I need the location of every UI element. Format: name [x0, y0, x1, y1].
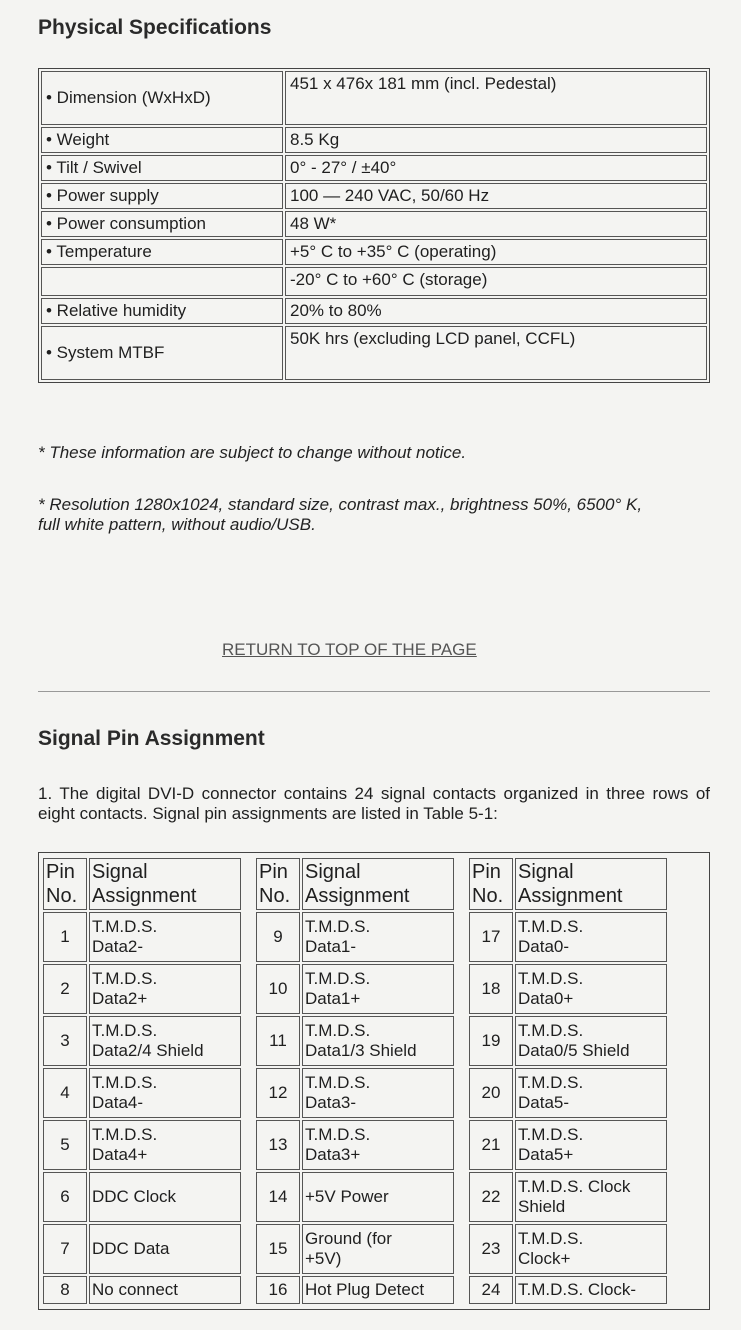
signal-header-l2: Assignment — [305, 885, 410, 907]
pin-row — [256, 1224, 454, 1274]
signal-name — [302, 1172, 454, 1222]
signal-assignment-header — [89, 858, 241, 910]
spec-value: 20% to 80% — [285, 298, 707, 324]
spec-label: • Relative humidity — [41, 298, 283, 324]
spec-label: • Tilt / Swivel — [41, 155, 283, 181]
pin-number: 5 — [43, 1120, 87, 1170]
signal-name — [89, 964, 241, 1014]
signal-line1: T.M.D.S. — [92, 1125, 158, 1144]
pin-row — [43, 1172, 241, 1222]
pin-number: 2 — [43, 964, 87, 1014]
pin-number: 4 — [43, 1068, 87, 1118]
spec-value: 0° - 27° / ±40° — [285, 155, 707, 181]
section-divider — [38, 691, 710, 692]
signal-line2: Data4- — [92, 1093, 144, 1112]
pin-number: 6 — [43, 1172, 87, 1222]
pin-row — [469, 1172, 667, 1222]
pin-number: 14 — [256, 1172, 300, 1222]
pin-row — [43, 1276, 241, 1304]
signal-header-l1: Signal — [305, 861, 361, 883]
signal-name — [515, 912, 667, 962]
pin-number: 9 — [256, 912, 300, 962]
signal-name — [89, 912, 241, 962]
signal-intro-text: 1. The digital DVI-D connector contains 24 signal contacts organized in three rows of eight contacts. Signal pin assignments are listed in Table 5-1: — [38, 784, 710, 823]
signal-line1: T.M.D.S. — [92, 917, 158, 936]
pin-assignment-table — [38, 852, 710, 1310]
signal-line1: T.M.D.S. — [518, 969, 584, 988]
pin-number: 19 — [469, 1016, 513, 1066]
pin-header-l2: No. — [472, 885, 504, 907]
pin-header-row — [469, 858, 667, 910]
signal-line2: +5V) — [305, 1249, 342, 1268]
pin-row — [256, 1120, 454, 1170]
signal-line1: +5V Power — [305, 1187, 389, 1206]
spec-value: 50K hrs (excluding LCD panel, CCFL) — [285, 326, 707, 380]
pin-no-header — [43, 858, 87, 910]
signal-name — [515, 1172, 667, 1222]
signal-line1: T.M.D.S. — [518, 1073, 584, 1092]
signal-line1: T.M.D.S. — [305, 1073, 371, 1092]
signal-name — [89, 1172, 241, 1222]
spec-label: • Power consumption — [41, 211, 283, 237]
spec-label: • Weight — [41, 127, 283, 153]
physical-specs-heading: Physical Specifications — [38, 16, 272, 39]
pin-number: 20 — [469, 1068, 513, 1118]
pin-number: 18 — [469, 964, 513, 1014]
spec-row — [41, 267, 707, 296]
pin-row — [256, 964, 454, 1014]
signal-line1: No connect — [92, 1280, 178, 1299]
return-to-top-link[interactable]: RETURN TO TOP OF THE PAGE — [222, 640, 477, 659]
signal-name — [302, 1016, 454, 1066]
spec-label: • Dimension (WxHxD) — [41, 71, 283, 125]
pin-row — [43, 964, 241, 1014]
spec-row — [41, 183, 707, 209]
signal-line2: Data2/4 Shield — [92, 1041, 204, 1060]
pin-no-header — [469, 858, 513, 910]
pin-row — [469, 1224, 667, 1274]
signal-line1: T.M.D.S. — [92, 1021, 158, 1040]
signal-name — [515, 1276, 667, 1304]
pin-column-1-9 — [41, 856, 243, 1306]
signal-line1: T.M.D.S. Clock- — [518, 1280, 637, 1299]
pin-header-l1: Pin — [259, 861, 288, 883]
signal-line2: Data1+ — [305, 989, 361, 1008]
pin-row — [469, 1016, 667, 1066]
signal-line2: Shield — [518, 1197, 566, 1216]
signal-name — [89, 1276, 241, 1304]
signal-name — [89, 1224, 241, 1274]
pin-number: 22 — [469, 1172, 513, 1222]
spec-label: • System MTBF — [41, 326, 283, 380]
signal-line2: Data2+ — [92, 989, 148, 1008]
spec-row — [41, 326, 707, 380]
pin-row — [469, 1120, 667, 1170]
pin-number: 17 — [469, 912, 513, 962]
pin-number: 11 — [256, 1016, 300, 1066]
pin-row — [256, 1016, 454, 1066]
signal-name — [89, 1068, 241, 1118]
signal-line2: Data5+ — [518, 1145, 574, 1164]
signal-name — [302, 1224, 454, 1274]
pin-number: 10 — [256, 964, 300, 1014]
pin-number: 7 — [43, 1224, 87, 1274]
pin-number: 13 — [256, 1120, 300, 1170]
pin-header-l2: No. — [259, 885, 291, 907]
pin-number: 1 — [43, 912, 87, 962]
pin-row — [43, 1224, 241, 1274]
signal-assignment-header — [515, 858, 667, 910]
signal-line2: Data1/3 Shield — [305, 1041, 417, 1060]
signal-line1: T.M.D.S. — [518, 1229, 584, 1248]
signal-name — [302, 1068, 454, 1118]
pin-row — [256, 1276, 454, 1304]
signal-line2: Data3+ — [305, 1145, 361, 1164]
spec-row — [41, 127, 707, 153]
pin-header-l1: Pin — [472, 861, 501, 883]
signal-line1: T.M.D.S. — [305, 1125, 371, 1144]
spec-value: 451 x 476x 181 mm (incl. Pedestal) — [285, 71, 707, 125]
spec-label: • Power supply — [41, 183, 283, 209]
pin-row — [256, 1172, 454, 1222]
signal-name — [302, 1120, 454, 1170]
pin-header-row — [256, 858, 454, 910]
signal-line1: T.M.D.S. — [305, 917, 371, 936]
pin-row — [469, 912, 667, 962]
signal-name — [302, 912, 454, 962]
signal-name — [515, 1224, 667, 1274]
signal-line1: T.M.D.S. — [518, 1125, 584, 1144]
pin-row — [469, 1068, 667, 1118]
pin-number: 3 — [43, 1016, 87, 1066]
spec-value: 8.5 Kg — [285, 127, 707, 153]
signal-line2: Data4+ — [92, 1145, 148, 1164]
pin-row — [256, 912, 454, 962]
signal-name — [515, 1016, 667, 1066]
spec-value: -20° C to +60° C (storage) — [285, 267, 707, 296]
signal-line1: T.M.D.S. — [305, 1021, 371, 1040]
spec-label — [41, 267, 283, 296]
physical-specs-table — [38, 68, 710, 383]
resolution-note — [38, 495, 698, 535]
pin-number: 23 — [469, 1224, 513, 1274]
pin-row — [469, 1276, 667, 1304]
pin-header-l1: Pin — [46, 861, 75, 883]
spec-row — [41, 155, 707, 181]
signal-header-l2: Assignment — [92, 885, 197, 907]
signal-line1: T.M.D.S. — [92, 1073, 158, 1092]
signal-line2: Data2- — [92, 937, 144, 956]
pin-number: 15 — [256, 1224, 300, 1274]
signal-pin-heading: Signal Pin Assignment — [38, 727, 265, 750]
pin-no-header — [256, 858, 300, 910]
pin-column-9-16 — [254, 856, 456, 1306]
spec-label: • Temperature — [41, 239, 283, 265]
pin-row — [43, 912, 241, 962]
signal-header-l2: Assignment — [518, 885, 623, 907]
spec-row — [41, 211, 707, 237]
pin-header-row — [43, 858, 241, 910]
spec-value: 48 W* — [285, 211, 707, 237]
pin-number: 24 — [469, 1276, 513, 1304]
signal-line2: Clock+ — [518, 1249, 571, 1268]
pin-row — [43, 1120, 241, 1170]
signal-header-l1: Signal — [92, 861, 148, 883]
signal-name — [515, 1120, 667, 1170]
pin-number: 12 — [256, 1068, 300, 1118]
signal-line2: Data0- — [518, 937, 570, 956]
pin-header-l2: No. — [46, 885, 78, 907]
pin-number: 21 — [469, 1120, 513, 1170]
signal-line1: T.M.D.S. — [518, 1021, 584, 1040]
signal-line2: Data0+ — [518, 989, 574, 1008]
signal-line1: T.M.D.S. — [92, 969, 158, 988]
pin-row — [43, 1068, 241, 1118]
signal-line2: Data3- — [305, 1093, 357, 1112]
spec-row — [41, 298, 707, 324]
spec-row — [41, 71, 707, 125]
spec-value: 100 — 240 VAC, 50/60 Hz — [285, 183, 707, 209]
spec-value: +5° C to +35° C (operating) — [285, 239, 707, 265]
signal-line2: Data5- — [518, 1093, 570, 1112]
signal-name — [302, 1276, 454, 1304]
resolution-note-line2: full white pattern, without audio/USB. — [38, 515, 316, 534]
signal-line2: Data1- — [305, 937, 357, 956]
pin-number: 16 — [256, 1276, 300, 1304]
signal-header-l1: Signal — [518, 861, 574, 883]
signal-name — [302, 964, 454, 1014]
signal-line1: DDC Clock — [92, 1187, 177, 1206]
pin-number: 8 — [43, 1276, 87, 1304]
signal-line1: DDC Data — [92, 1239, 170, 1258]
pin-row — [43, 1016, 241, 1066]
resolution-note-line1: * Resolution 1280x1024, standard size, contrast max., brightness 50%, 6500° K, — [38, 495, 643, 514]
signal-line1: T.M.D.S. Clock — [518, 1177, 631, 1196]
pin-row — [469, 964, 667, 1014]
signal-name — [515, 964, 667, 1014]
signal-line1: Ground (for — [305, 1229, 392, 1248]
pin-row — [256, 1068, 454, 1118]
signal-line1: Hot Plug Detect — [305, 1280, 425, 1299]
signal-name — [515, 1068, 667, 1118]
signal-assignment-header — [302, 858, 454, 910]
change-notice: * These information are subject to change without notice. — [38, 443, 467, 462]
spec-row — [41, 239, 707, 265]
signal-name — [89, 1016, 241, 1066]
signal-line1: T.M.D.S. — [305, 969, 371, 988]
signal-line1: T.M.D.S. — [518, 917, 584, 936]
signal-line2: Data0/5 Shield — [518, 1041, 630, 1060]
signal-name — [89, 1120, 241, 1170]
pin-column-17-24 — [467, 856, 669, 1306]
